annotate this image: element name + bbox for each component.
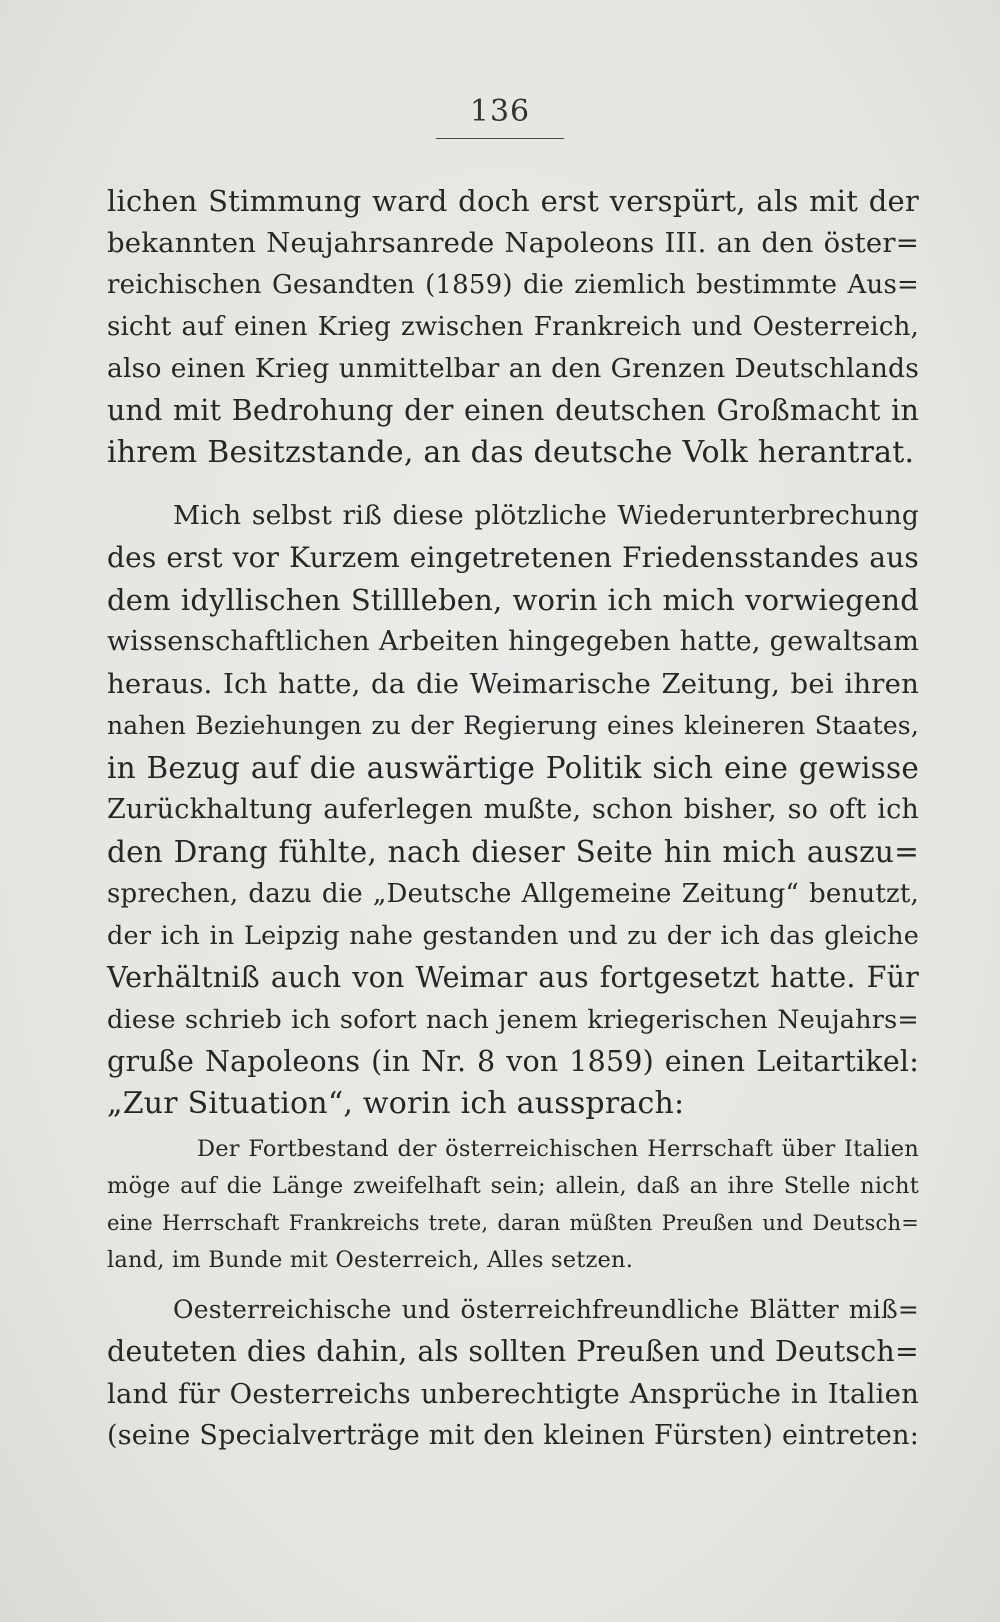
text-line: sprechen, dazu die „Deutsche Allgemeine Zeitung“ benutzt, [107, 879, 919, 909]
quote-line: Der Fortbestand der österreichischen Herrschaft über Italien [197, 1136, 919, 1162]
text-line: land für Oesterreichs unberechtigte Ansprüche in Italien [107, 1378, 919, 1410]
text-line: (seine Specialverträge mit den kleinen Fürsten) eintreten: [107, 1420, 919, 1451]
text-line: sicht auf einen Krieg zwischen Frankreich und Oesterreich, [107, 312, 919, 342]
page-number: 136 [469, 94, 531, 129]
text-line: Zurückhaltung auferlegen mußte, schon bisher, so oft ich [107, 794, 919, 825]
paragraph-3 [107, 1289, 919, 1457]
block-quote [107, 1131, 919, 1279]
text-line: dem idyllischen Stillleben, worin ich mich vorwiegend [107, 583, 919, 617]
quote-line: möge auf die Länge zweifelhaft sein; allein, daß an ihre Stelle nicht [107, 1173, 919, 1199]
text-line: den Drang fühlte, nach dieser Seite hin mich auszu= [107, 835, 919, 869]
text-line: ihrem Besitzstande, an das deutsche Volk herantrat. [107, 435, 915, 470]
quote-line: land, im Bunde mit Oesterreich, Alles setzen. [107, 1247, 634, 1273]
text-line: in Bezug auf die auswärtige Politik sich eine gewisse [107, 751, 919, 785]
text-line: lichen Stimmung ward doch erst verspürt, als mit der [107, 184, 919, 218]
text-line: bekannten Neujahrsanrede Napoleons III. an den öster= [107, 227, 919, 259]
text-line: des erst vor Kurzem eingetretenen Friedensstandes aus [107, 541, 919, 574]
paragraph-1 [107, 180, 919, 474]
quote-line: eine Herrschaft Frankreichs trete, daran müßten Preußen und Deutsch= [107, 1211, 919, 1235]
text-line: reichischen Gesandten (1859) die ziemlich bestimmte Aus= [107, 270, 919, 300]
text-line: deuteten dies dahin, als sollten Preußen und Deutsch= [107, 1335, 919, 1368]
text-line: wissenschaftlichen Arbeiten hingegeben hatte, gewaltsam [107, 626, 919, 657]
paragraph-2 [107, 495, 919, 1125]
text-line: der ich in Leipzig nahe gestanden und zu der ich das gleiche [107, 921, 919, 951]
page-number-rule [436, 138, 564, 139]
text-line: Verhältniß auch von Weimar aus fortgesetzt hatte. Für [107, 961, 919, 994]
text-line: und mit Bedrohung der einen deutschen Großmacht in [107, 394, 919, 427]
text-line: heraus. Ich hatte, da die Weimarische Zeitung, bei ihren [107, 668, 919, 700]
text-line: diese schrieb ich sofort nach jenem kriegerischen Neujahrs= [107, 1005, 919, 1035]
text-line: „Zur Situation“, worin ich aussprach: [107, 1086, 685, 1121]
text-line: Mich selbst riß diese plötzliche Wiederunterbrechung [173, 500, 919, 531]
text-line: also einen Krieg unmittelbar an den Grenzen Deutschlands [107, 353, 919, 384]
text-line: gruße Napoleons (in Nr. 8 von 1859) einen Leitartikel: [107, 1045, 919, 1078]
text-line: Oesterreichische und österreichfreundliche Blätter miß= [173, 1295, 919, 1324]
text-line: nahen Beziehungen zu der Regierung eines kleineren Staates, [107, 711, 919, 740]
